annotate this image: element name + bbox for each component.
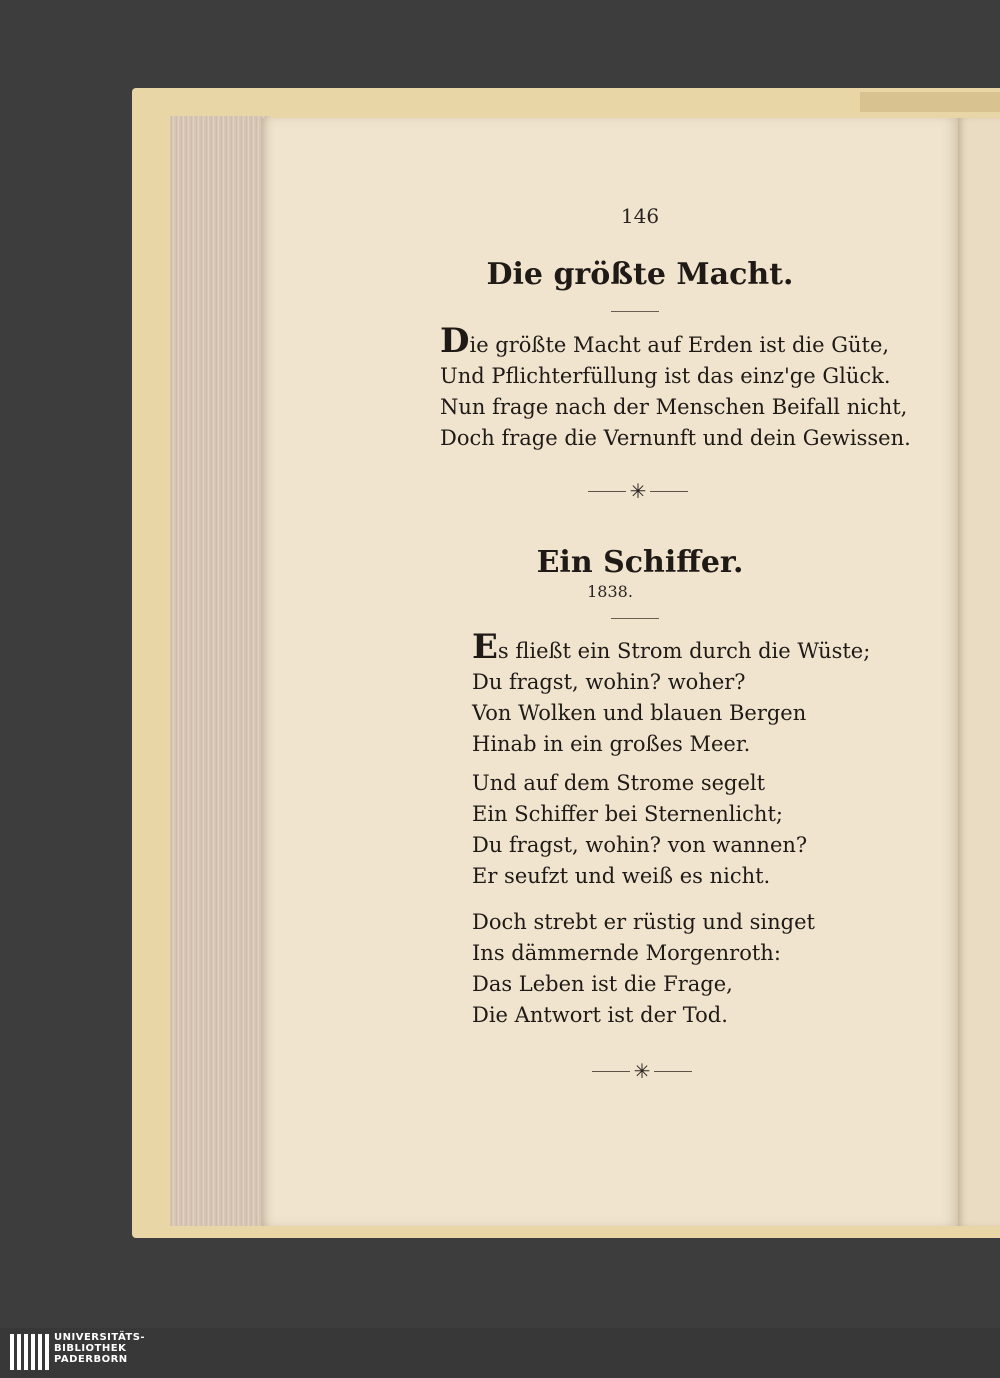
poem-line: Die Antwort ist der Tod. [472,1003,728,1027]
book-cover-edge [860,92,1000,112]
poem-title-1: Die größte Macht. [486,257,794,292]
ornament-star-icon: ✳ [633,1059,651,1083]
ornament-star-icon: ✳ [629,479,647,503]
poem-year: 1838. [587,582,633,601]
poem-2-stanza-1 [472,627,871,760]
poem-line: Von Wolken und blauen Bergen [472,701,807,725]
poem-title-2: Ein Schiffer. [536,545,744,580]
dropcap: E [472,627,498,667]
library-logo-icon [10,1334,50,1370]
page-number: 146 [620,204,660,228]
dropcap: D [440,321,470,361]
poem-line: Und auf dem Strome segelt [472,771,766,795]
poem-line: Die größte Macht auf Erden ist die Güte, [440,321,890,361]
page-edges [170,116,270,1226]
poem-1-stanza [440,321,911,454]
poem-line: Nun frage nach der Menschen Beifall nicht, [440,395,908,419]
poem-line: Du fragst, wohin? von wannen? [472,833,808,857]
section-ornament [588,479,688,503]
poem-line: Doch frage die Vernunft und dein Gewissen. [440,426,911,450]
poem-line: Doch strebt er rüstig und singet [472,910,815,934]
facing-page-edge [958,118,1000,1226]
library-footer [0,1328,1000,1378]
poem-line: Und Pflichterfüllung ist das einz'ge Glück. [440,364,891,388]
poem-line: Du fragst, wohin? woher? [472,670,746,694]
poem-2-stanza-3 [472,907,815,1031]
poem-line: Er seufzt und weiß es nicht. [472,864,771,888]
poem-2-stanza-2 [472,768,807,892]
library-name: UNIVERSITÄTS- BIBLIOTHEK PADERBORN [54,1332,146,1365]
title-rule-2 [611,618,659,619]
end-ornament [592,1059,692,1083]
poem-line: Ein Schiffer bei Sternenlicht; [472,802,783,826]
poem-line: Es fließt ein Strom durch die Wüste; [472,627,871,667]
poem-line: Das Leben ist die Frage, [472,972,733,996]
poem-line: Ins dämmernde Morgenroth: [472,941,781,965]
title-rule-1 [611,311,659,312]
poem-line: Hinab in ein großes Meer. [472,732,751,756]
